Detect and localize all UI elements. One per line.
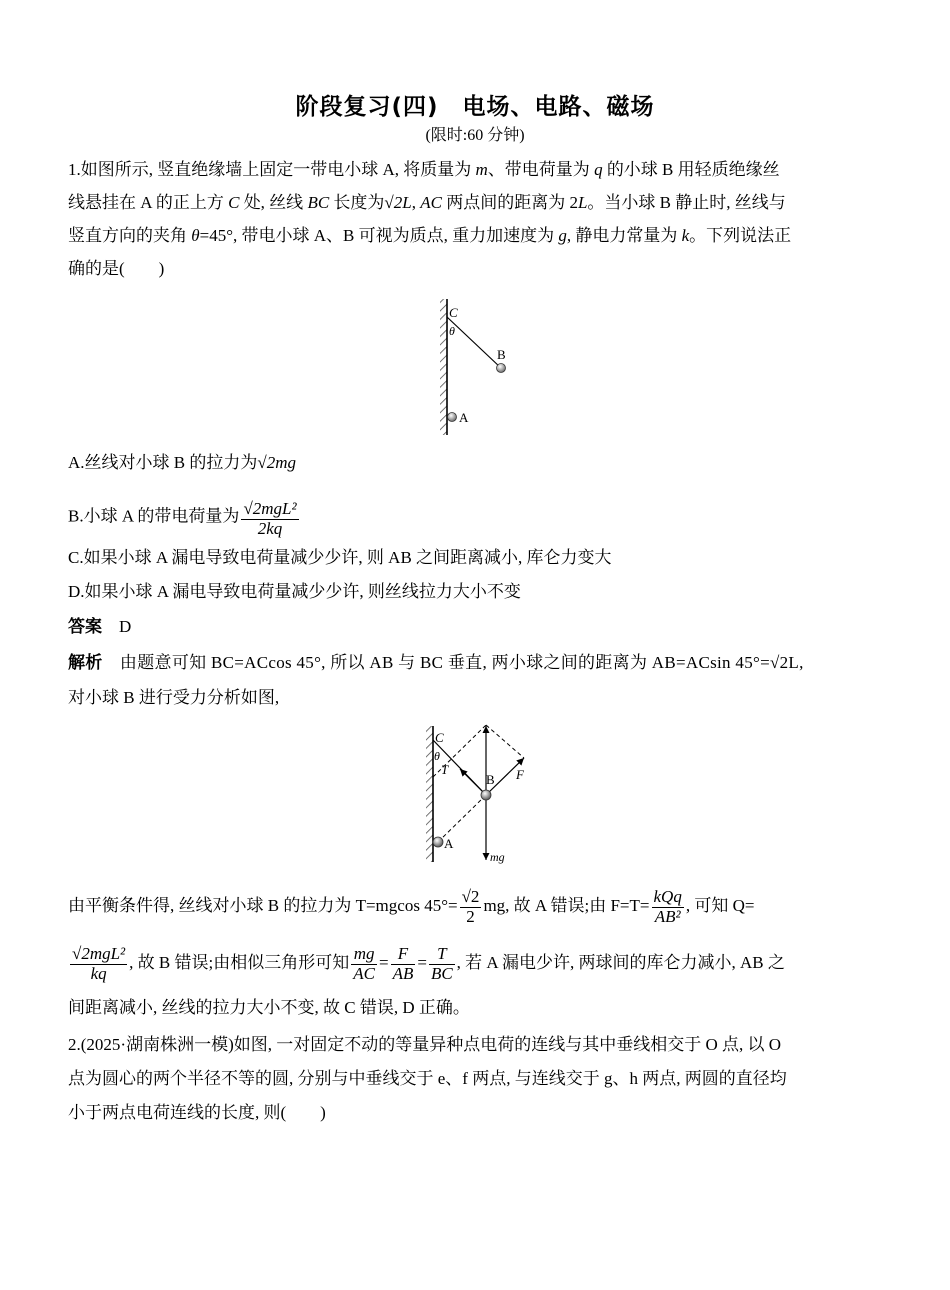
- label-theta: θ: [449, 324, 455, 338]
- page-title: 阶段复习(四) 电场、电路、磁场: [295, 94, 655, 120]
- q1-stem-line-4: 确的是( ): [68, 259, 165, 278]
- q1-stem-line-2: 线悬挂在 A 的正上方 C 处, 丝线 BC 长度为√2L, AC 两点间的距离为 2L。当小球 B 静止时, 丝线与: [68, 193, 786, 212]
- option-d: D.如果小球 A 漏电导致电荷量减少少许, 则丝线拉力大小不变: [68, 582, 521, 601]
- analysis-line-2: 对小球 B 进行受力分析如图,: [68, 688, 280, 707]
- equation-line-3: 间距离减小, 丝线的拉力大小不变, 故 C 错误, D 正确。: [68, 998, 470, 1017]
- answer-row: 答案 D: [68, 617, 132, 637]
- time-limit: (限时:60 分钟): [425, 127, 525, 144]
- ball-a: [448, 413, 457, 422]
- ball-b: [497, 364, 506, 373]
- wall-hatch-2: [426, 726, 433, 862]
- label-a: A: [459, 410, 469, 425]
- option-a: A.丝线对小球 B 的拉力为√2mg: [68, 453, 296, 472]
- figure-1-pendulum: [430, 295, 530, 440]
- label-a-2: A: [444, 836, 454, 851]
- q2-line-2: 点为圆心的两个半径不等的圆, 分别与中垂线交于 e、f 两点, 与连线交于 g、h 两点, 两圆的直径均: [68, 1069, 787, 1088]
- label-f: F: [516, 767, 524, 782]
- analysis-line-1: 解析 由题意可知 BC=ACcos 45°, 所以 AB 与 BC 垂直, 两小球之间的距离为 AB=ACsin 45°=√2L,: [68, 653, 804, 673]
- label-t: T: [441, 762, 449, 777]
- q2-line-3: 小于两点电荷连线的长度, 则( ): [68, 1103, 326, 1122]
- label-b: B: [497, 347, 506, 362]
- label-mg: mg: [490, 850, 505, 864]
- label-theta-2: θ: [434, 749, 440, 763]
- label-b-2: B: [486, 772, 495, 787]
- equation-line-2: $\frac{\text{√2mgL²}}{kq}$ , 故 B 错误;由相似三角形可知 $\frac{mg}{AC}$ = $\frac{F}{AB}$ = $\frac{T}{BC}$ , 若 A 漏电少许, 两球间的库仑力减小, AB 之: [72, 944, 785, 983]
- q1-stem-line-1: 1.如图所示, 竖直绝缘墙上固定一带电小球 A, 将质量为 m、带电荷量为 q 的小球 B 用轻质绝缘丝: [68, 160, 780, 179]
- option-b: B.小球 A 的带电荷量为 $\frac{\text{√2mgL²}}{2kq}$: [68, 499, 297, 538]
- q2-line-1: 2.(2025·湖南株洲一模)如图, 一对固定不动的等量异种点电荷的连线与其中垂线相交于 O 点, 以 O: [68, 1035, 782, 1054]
- wall-hatch: [440, 299, 447, 435]
- figure-2-force-analysis: [418, 722, 548, 867]
- ball-b-2: [481, 790, 491, 800]
- ball-a-2: [433, 837, 443, 847]
- dashed-ab: [438, 795, 486, 842]
- label-c-2: C: [435, 730, 444, 745]
- tension-arrow: [460, 769, 486, 795]
- q1-stem-line-3: 竖直方向的夹角 θ=45°, 带电小球 A、B 可视为质点, 重力加速度为 g, 静电力常量为 k。下列说法正: [68, 226, 792, 245]
- equation-line-1: 由平衡条件得, 丝线对小球 B 的拉力为 T=mgcos 45°= $\frac{√2}{2}$ mg, 故 A 错误;由 F=T= $\frac{\text{kQq}}{\text{AB²}}$ , 可知 Q=: [68, 887, 755, 926]
- dashed-top-right: [486, 725, 524, 758]
- option-c: C.如果小球 A 漏电导致电荷量减少少许, 则 AB 之间距离减小, 库仑力变大: [68, 548, 612, 567]
- label-c: C: [449, 305, 458, 320]
- string-bc: [447, 317, 501, 368]
